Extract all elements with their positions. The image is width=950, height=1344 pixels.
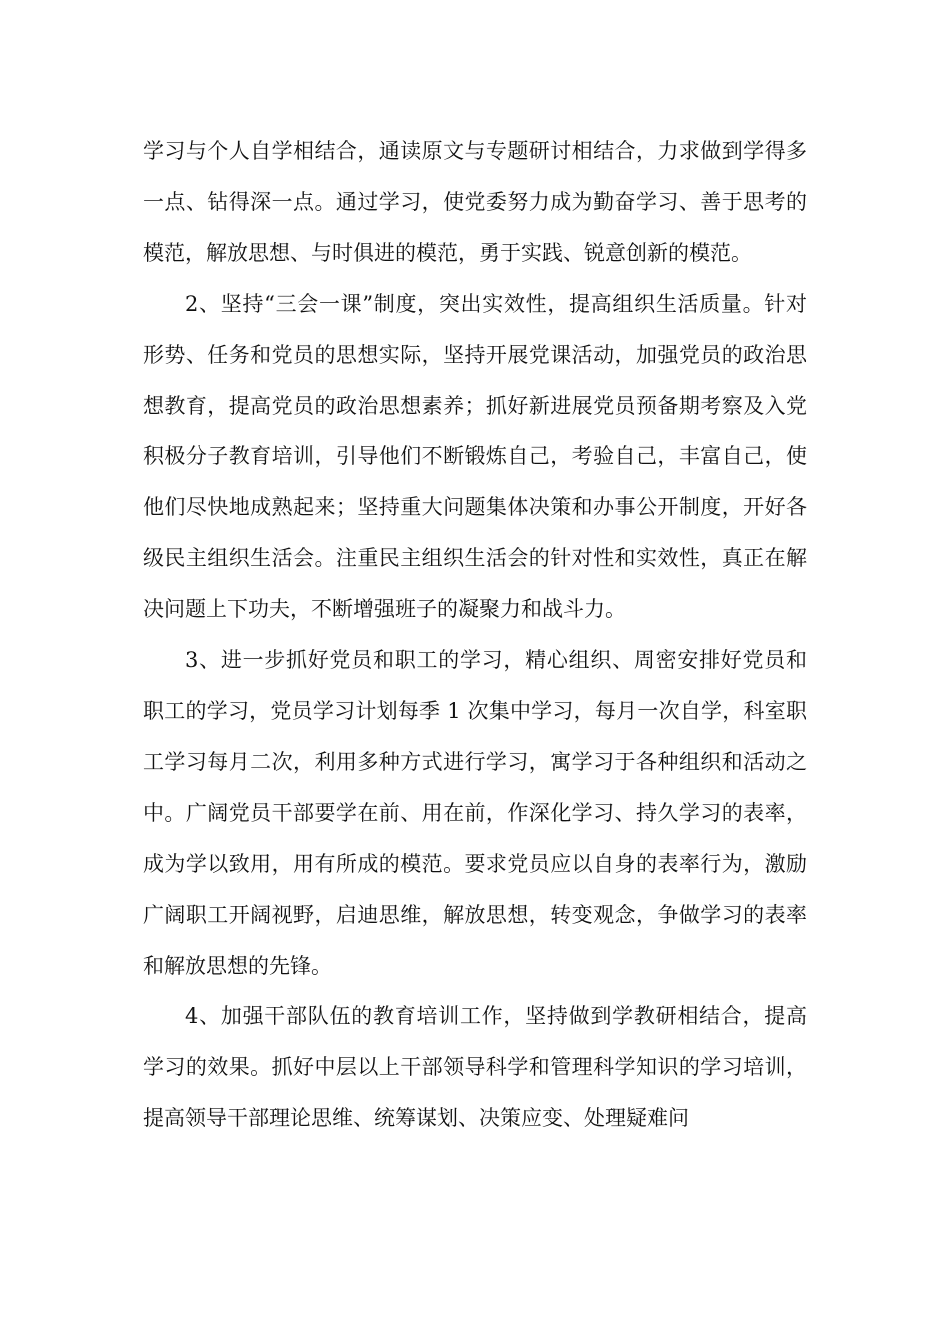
paragraph-item-4: 4、加强干部队伍的教育培训工作，坚持做到学教研相结合，提高学习的效果。抓好中层以上干部领导科学和管理科学知识的学习培训，提高领导干部理论思维、统筹谋划、决策应变、处理疑难问 — [143, 1004, 807, 1131]
paragraph-item-3: 3、进一步抓好党员和职工的学习，精心组织、周密安排好党员和职工的学习，党员学习计划每季 1 次集中学习，每月一次自学，科室职工学习每月二次，利用多种方式进行学习，寓学习于各种组织和活动之中。广阔党员干部要学在前、用在前，作深化学习、持久学习的表率，成为学以致用，用有所成的模范。要求党员应以自身的表率行为，激励广阔职工开阔视野，启迪思维，解放思想，转变观念，争做学习的表率和解放思想的先锋。 — [143, 648, 807, 978]
paragraph-item-2: 2、坚持“三会一课”制度，突出实效性，提高组织生活质量。针对形势、任务和党员的思想实际，坚持开展党课活动，加强党员的政治思想教育，提高党员的政治思想素养；抓好新进展党员预备期考察及入党积极分子教育培训，引导他们不断锻炼自己，考验自己，丰富自己，使他们尽快地成熟起来；坚持重大问题集体决策和办事公开制度，开好各级民主组织生活会。注重民主组织生活会的针对性和实效性，真正在解决问题上下功夫，不断增强班子的凝聚力和战斗力。 — [143, 291, 807, 622]
document-body — [143, 126, 807, 1144]
paragraph-continuation: 学习与个人自学相结合，通读原文与专题研讨相结合，力求做到学得多一点、钻得深一点。通过学习，使党委努力成为勤奋学习、善于思考的模范，解放思想、与时俱进的模范，勇于实践、锐意创新的模范。 — [143, 139, 807, 265]
